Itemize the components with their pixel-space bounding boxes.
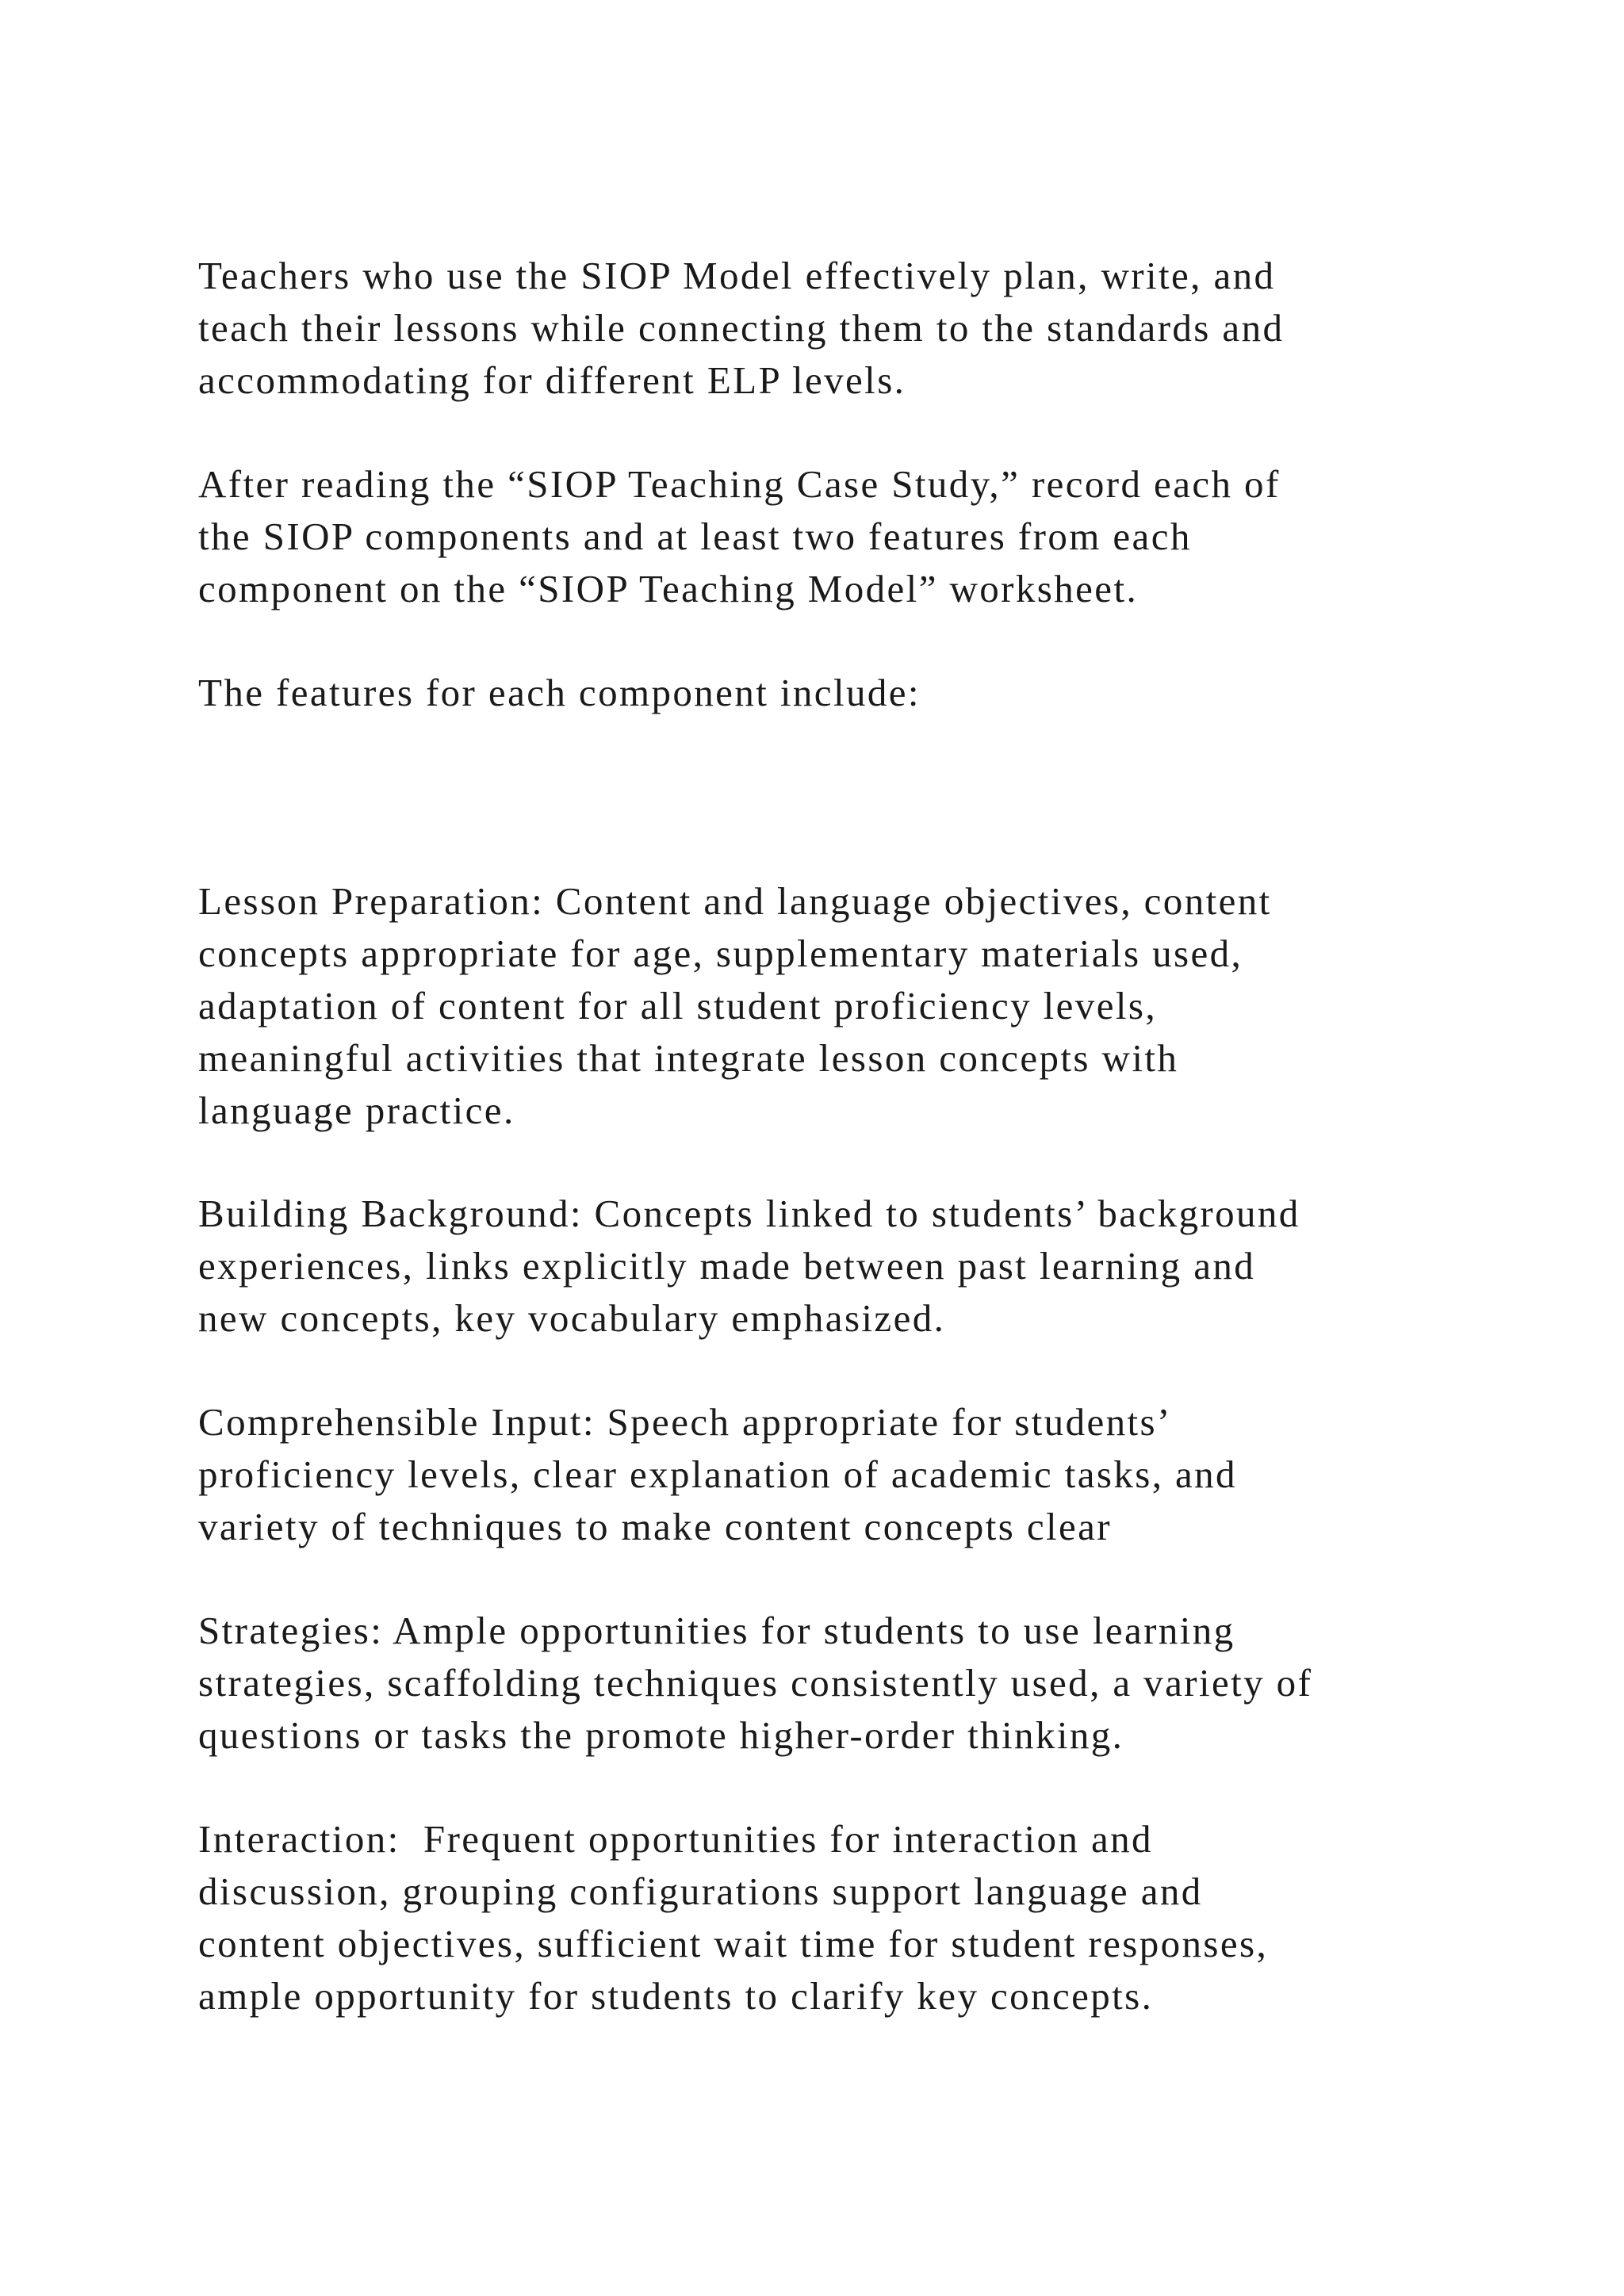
text-line: The features for each component include: xyxy=(198,671,921,714)
text-line: language practice. xyxy=(198,1089,515,1132)
text-line: discussion, grouping configurations support language and xyxy=(198,1869,1203,1913)
text-line: Teachers who use the SIOP Model effectively plan, write, and xyxy=(198,254,1276,297)
text-line: concepts appropriate for age, supplementary materials used, xyxy=(198,932,1243,975)
text-line: Lesson Preparation: Content and language objectives, content xyxy=(198,879,1272,923)
text-line: After reading the “SIOP Teaching Case Study,” record each of xyxy=(198,462,1281,506)
text-line: strategies, scaffolding techniques consistently used, a variety of xyxy=(198,1661,1313,1705)
strategies-paragraph xyxy=(198,1605,1312,1762)
lesson-preparation-paragraph xyxy=(198,875,1272,1137)
building-background-paragraph xyxy=(198,1188,1300,1345)
text-line: variety of techniques to make content concepts clear xyxy=(198,1505,1113,1548)
interaction-paragraph xyxy=(198,1813,1268,2022)
text-line: experiences, links explicitly made between past learning and xyxy=(198,1244,1256,1288)
text-line: accommodating for different ELP levels. xyxy=(198,358,906,402)
text-line: adaptation of content for all student proficiency levels, xyxy=(198,984,1157,1027)
comprehensible-input-paragraph xyxy=(198,1396,1237,1553)
instructions-paragraph xyxy=(198,458,1281,615)
text-line: content objectives, sufficient wait time for student responses, xyxy=(198,1922,1269,1965)
text-line: new concepts, key vocabulary emphasized. xyxy=(198,1296,946,1340)
text-line: proficiency levels, clear explanation of academic tasks, and xyxy=(198,1452,1237,1496)
text-line: ample opportunity for students to clarify key concepts. xyxy=(198,1974,1154,2018)
text-line: Building Background: Concepts linked to students’ background xyxy=(198,1192,1300,1235)
text-line: component on the “SIOP Teaching Model” worksheet. xyxy=(198,567,1139,610)
text-line: Interaction: Frequent opportunities for interaction and xyxy=(198,1817,1153,1861)
text-line: Strategies: Ample opportunities for students to use learning xyxy=(198,1609,1235,1652)
intro-paragraph xyxy=(198,250,1284,407)
text-line: teach their lessons while connecting them to the standards and xyxy=(198,306,1285,350)
text-line: meaningful activities that integrate lesson concepts with xyxy=(198,1036,1179,1080)
text-line: Comprehensible Input: Speech appropriate for students’ xyxy=(198,1400,1172,1444)
text-line: questions or tasks the promote higher-order thinking. xyxy=(198,1713,1124,1757)
features-intro-paragraph xyxy=(198,667,921,719)
text-line: the SIOP components and at least two features from each xyxy=(198,515,1192,558)
